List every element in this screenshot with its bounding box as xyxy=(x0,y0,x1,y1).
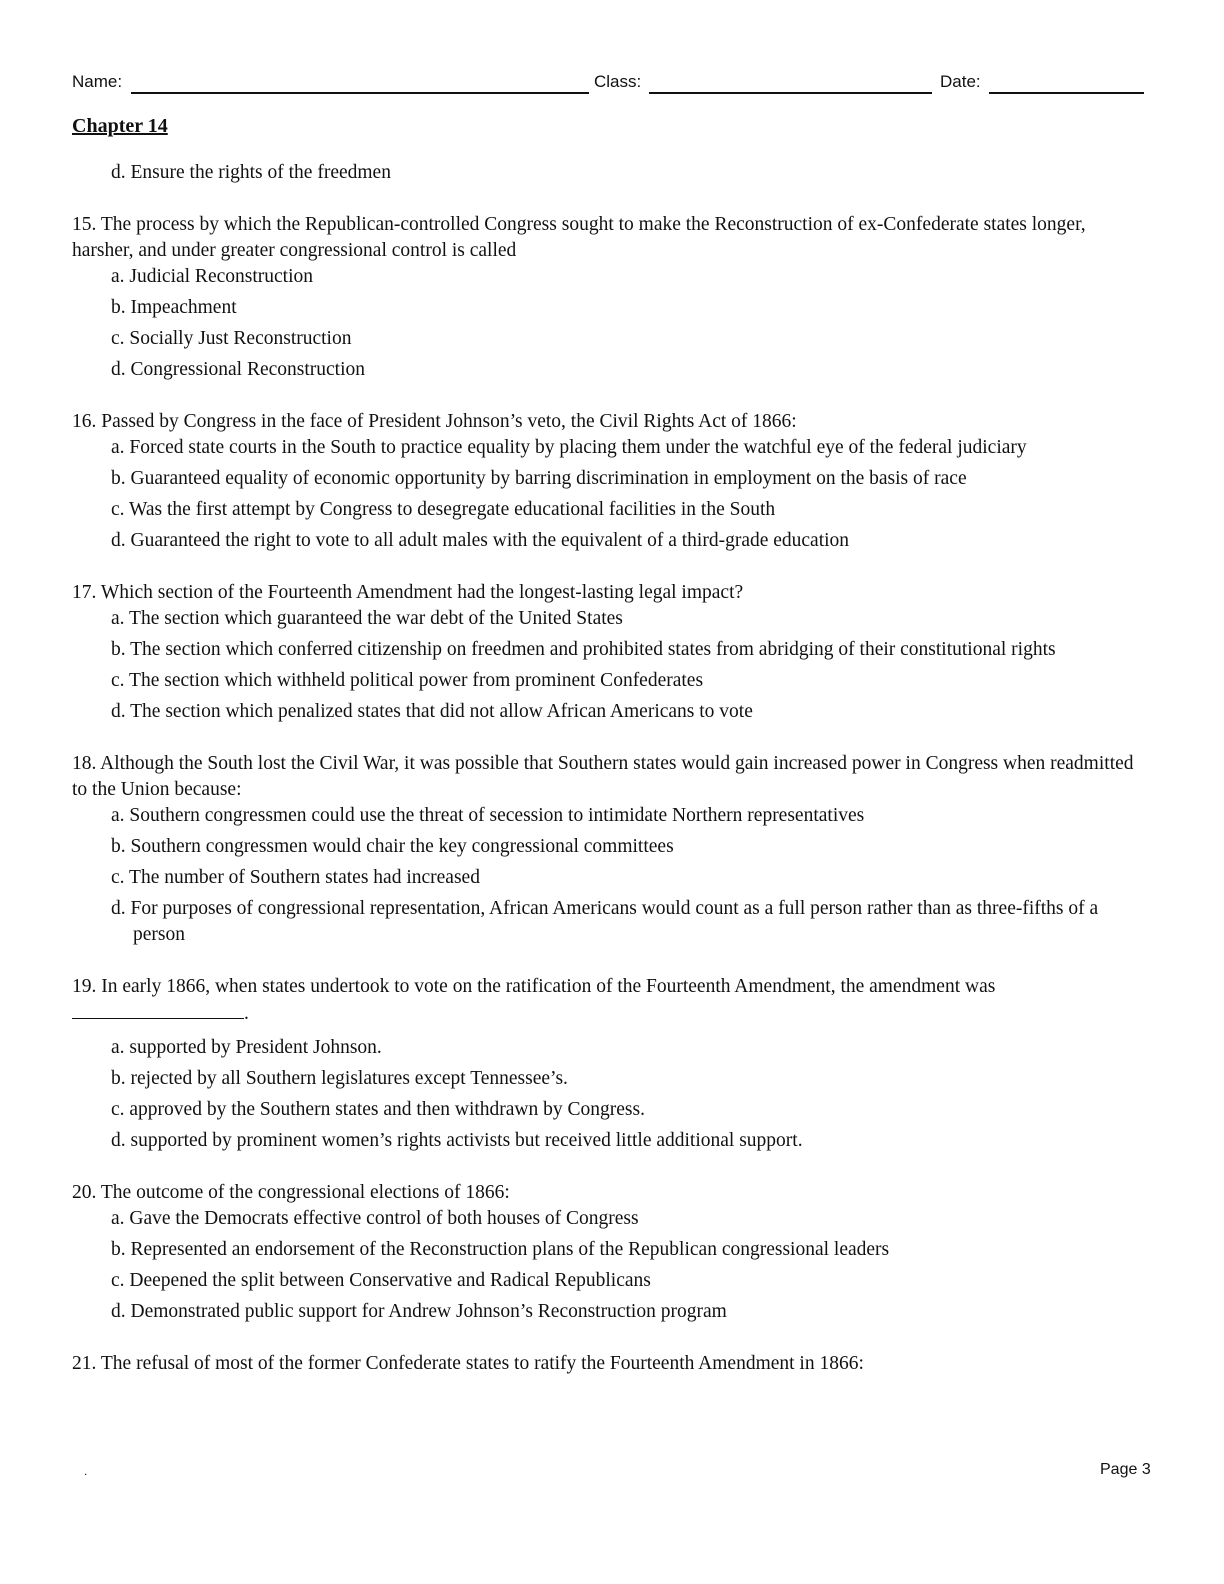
question-20 xyxy=(72,1180,1147,1325)
question-15 xyxy=(72,212,1147,383)
chapter-title: Chapter 14 xyxy=(72,115,168,137)
footer-dot: . xyxy=(84,1464,88,1478)
class-label: Class: xyxy=(594,72,642,91)
option-b: b. Guaranteed equality of economic opportunity by barring discrimination in employment on the basis of race xyxy=(111,468,967,489)
class-blank-line[interactable] xyxy=(649,92,932,94)
option-d: d. Guaranteed the right to vote to all adult males with the equivalent of a third-grade education xyxy=(111,530,850,551)
option-d: d. For purposes of congressional representation, African Americans would count as a full person rather than as three-fifths of a person xyxy=(111,898,1099,945)
answer-blank-line xyxy=(72,1000,1147,1027)
option-a: a. supported by President Johnson. xyxy=(111,1037,382,1058)
option-c: c. Was the first attempt by Congress to desegregate educational facilities in the South xyxy=(111,499,776,520)
option-c: c. The number of Southern states had increased xyxy=(111,867,480,888)
option-c: c. Deepened the split between Conservative and Radical Republicans xyxy=(111,1270,651,1291)
question-19 xyxy=(72,974,1147,1154)
option-c: c. Socially Just Reconstruction xyxy=(111,328,352,349)
question-text: 19. In early 1866, when states undertook to vote on the ratification of the Fourteenth Amendment, the amendment was xyxy=(72,976,996,997)
option-a: a. Southern congressmen could use the threat of secession to intimidate Northern representatives xyxy=(111,805,865,826)
option-a: a. The section which guaranteed the war debt of the United States xyxy=(111,608,623,629)
option-b: b. rejected by all Southern legislatures except Tennessee’s. xyxy=(111,1068,568,1089)
question-17 xyxy=(72,580,1147,725)
answer-blank[interactable] xyxy=(72,1000,244,1019)
question-text: 18. Although the South lost the Civil War, it was possible that Southern states would gain increased power in Congress when readmitted to the Union because: xyxy=(72,753,1134,800)
questions-section xyxy=(72,160,1147,1377)
question-text: 17. Which section of the Fourteenth Amendment had the longest-lasting legal impact? xyxy=(72,582,744,603)
date-blank-line[interactable] xyxy=(989,92,1144,94)
blank-period: . xyxy=(244,1003,249,1024)
option-b: b. Impeachment xyxy=(111,297,237,318)
option-b: b. Southern congressmen would chair the key congressional committees xyxy=(111,836,674,857)
carryover-option: d. Ensure the rights of the freedmen xyxy=(111,162,391,183)
option-b: b. The section which conferred citizenship on freedmen and prohibited states from abridging of their constitutional rights xyxy=(111,639,1056,660)
option-c: c. approved by the Southern states and then withdrawn by Congress. xyxy=(111,1099,645,1120)
question-16 xyxy=(72,409,1147,554)
option-a: a. Judicial Reconstruction xyxy=(111,266,313,287)
option-a: a. Forced state courts in the South to practice equality by placing them under the watchful eye of the federal judiciary xyxy=(111,437,1027,458)
option-d: d. supported by prominent women’s rights activists but received little additional support. xyxy=(111,1130,803,1151)
option-d: d. Demonstrated public support for Andrew Johnson’s Reconstruction program xyxy=(111,1301,727,1322)
question-text: 16. Passed by Congress in the face of President Johnson’s veto, the Civil Rights Act of 1866: xyxy=(72,411,797,432)
question-18 xyxy=(72,751,1147,948)
name-label: Name: xyxy=(72,72,123,91)
question-text: 20. The outcome of the congressional elections of 1866: xyxy=(72,1182,510,1203)
question-text: 15. The process by which the Republican-controlled Congress sought to make the Reconstruction of ex-Confederate states longer, harsher, and under greater congressional control is called xyxy=(72,214,1086,261)
option-d: d. Congressional Reconstruction xyxy=(111,359,366,380)
option-a: a. Gave the Democrats effective control of both houses of Congress xyxy=(111,1208,639,1229)
page-number: Page 3 xyxy=(1100,1461,1151,1478)
date-label: Date: xyxy=(940,72,981,91)
question-text: 21. The refusal of most of the former Confederate states to ratify the Fourteenth Amendment in 1866: xyxy=(72,1353,864,1374)
name-blank-line[interactable] xyxy=(131,92,589,94)
question-21 xyxy=(72,1351,1147,1377)
option-c: c. The section which withheld political power from prominent Confederates xyxy=(111,670,704,691)
option-b: b. Represented an endorsement of the Reconstruction plans of the Republican congressional leaders xyxy=(111,1239,890,1260)
option-d: d. The section which penalized states that did not allow African Americans to vote xyxy=(111,701,753,722)
header-fields xyxy=(72,72,1144,98)
